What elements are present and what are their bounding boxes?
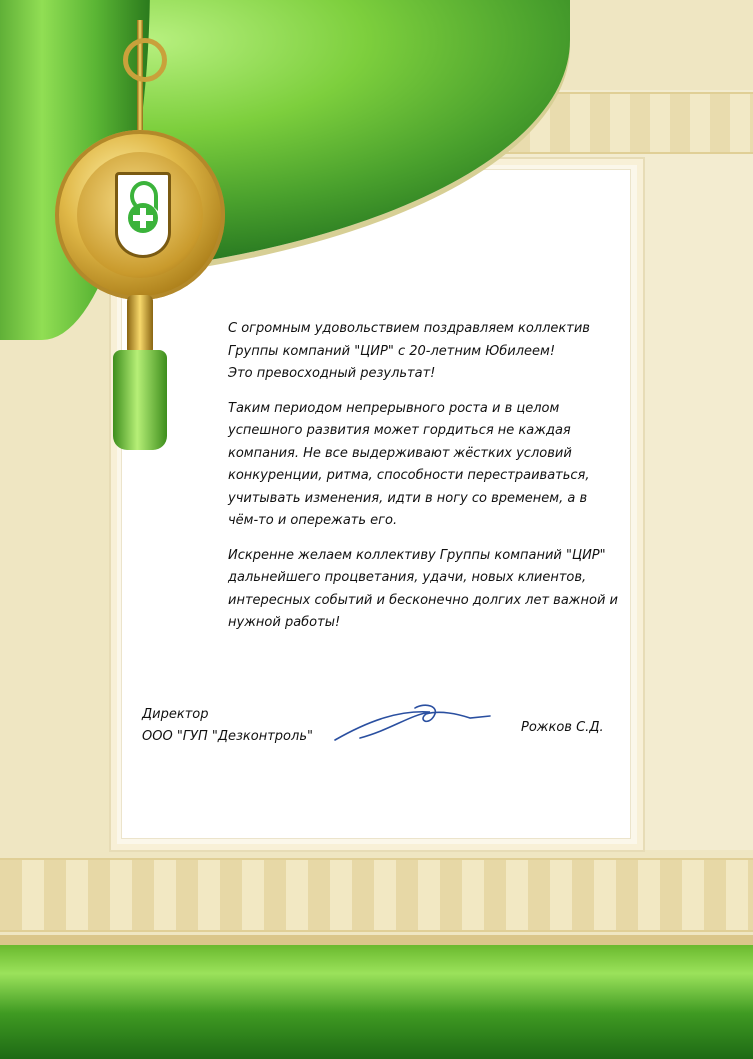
signatory-position: Директор [142,707,209,722]
paragraph-3: Искренне желаем коллективу Группы компаний "ЦИР" дальнейшего процветания, удачи, новых клиентов, интересных событий и бесконечно долгих лет важной и нужной работы! [228,547,618,630]
bottom-green-band [0,945,753,1059]
shield-logo-icon [115,172,171,258]
medal-disc [55,130,225,300]
medal-ring [123,38,167,82]
medal-emblem-icon [55,20,225,460]
tassel-stem [127,295,153,355]
letter-body [228,318,628,647]
signatory-organization: ООО "ГУП "Дезконтроль" [142,729,313,744]
medal-inner [77,152,203,278]
paragraph-1: С огромным удовольствием поздравляем коллектив Группы компаний "ЦИР" с 20-летним Юбилеем! Это превосходный результат! [228,321,590,381]
signatory-title [142,704,313,748]
bottom-gold-line [0,935,753,945]
tassel-icon [113,350,167,450]
signatory-name: Рожков С.Д. [521,720,604,735]
paragraph-2: Таким периодом непрерывного роста и в целом успешного развития может гордиться не каждая компания. Не все выдерживают жёстких условий конкуренции, ритма, способности перестраиваться, учитывать изменения, идти в ногу со временем, а в чём-то и опережать его. [228,400,590,528]
signature-icon [330,700,500,750]
ornament-band-bottom [0,858,753,932]
